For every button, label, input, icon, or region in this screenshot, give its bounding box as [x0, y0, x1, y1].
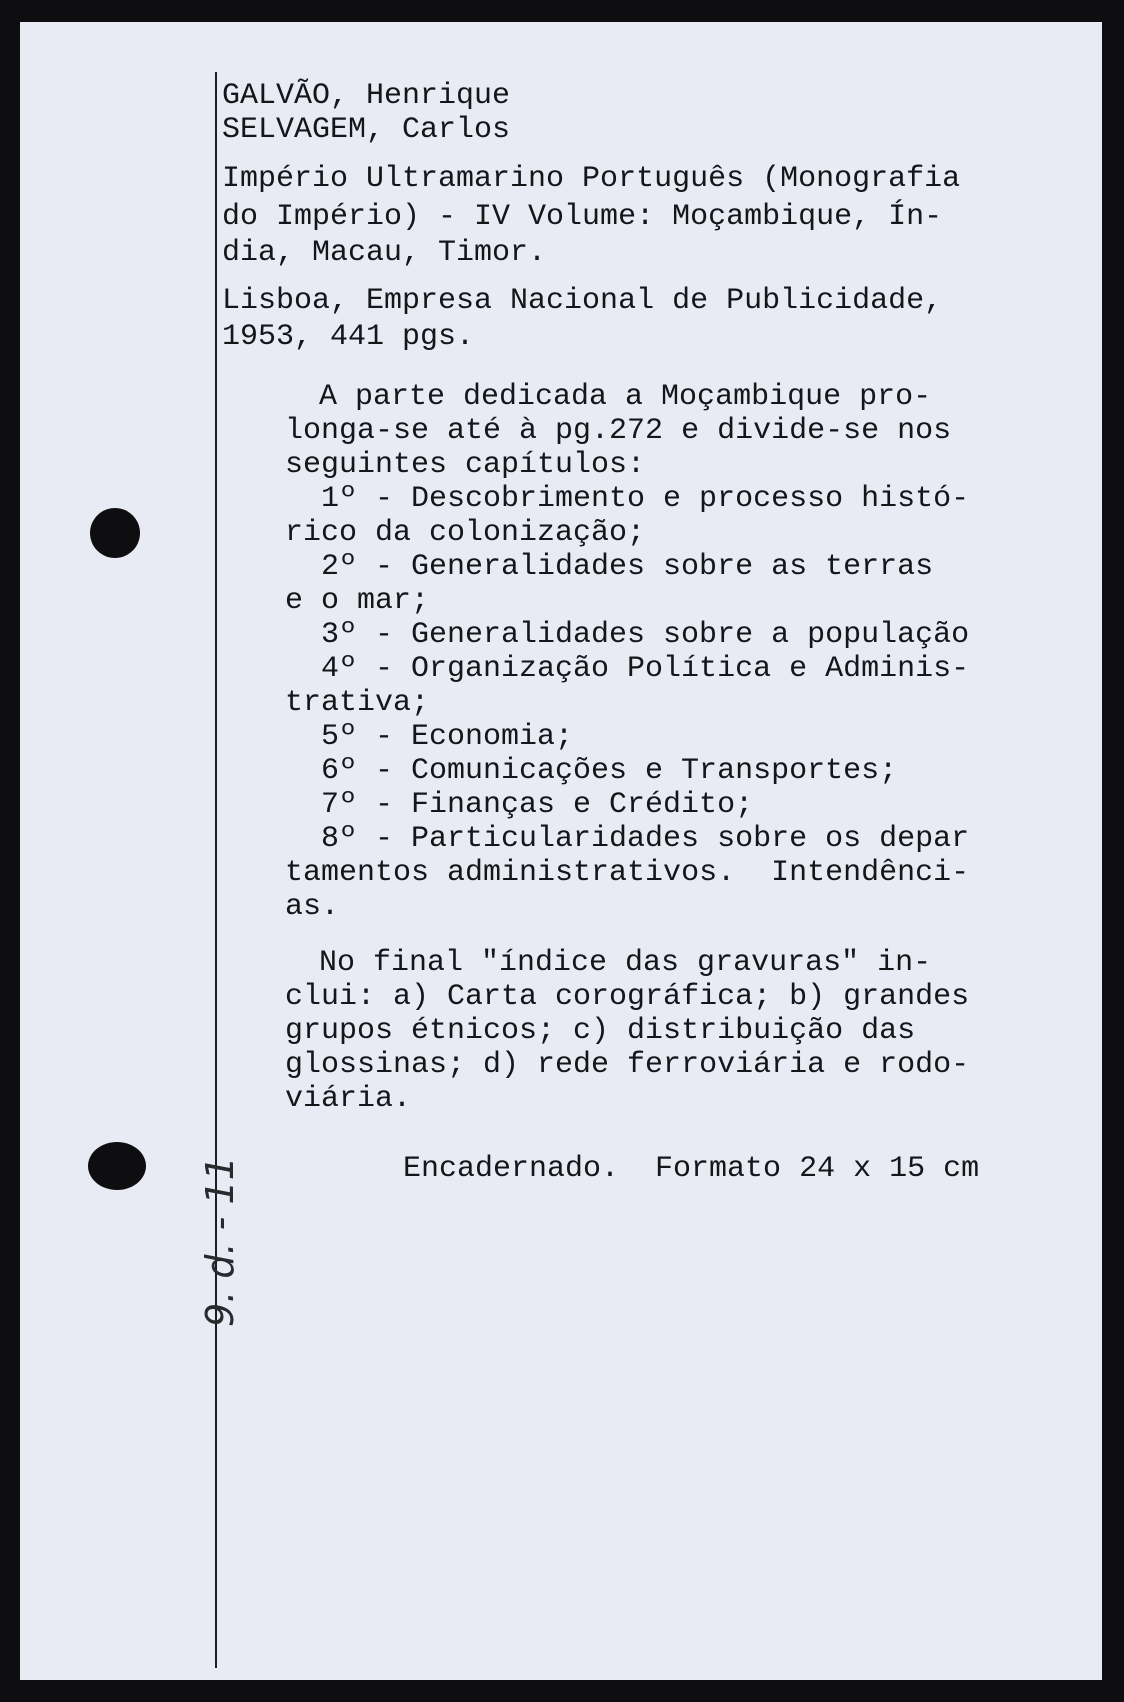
chapter-line: 8º - Particularidades sobre os depar — [321, 822, 970, 856]
format-line: Encadernado. Formato 24 x 15 cm — [403, 1152, 980, 1186]
chapter-line: rico da colonização; — [285, 516, 646, 550]
punch-hole-top — [90, 508, 140, 558]
chapter-line: 1º - Descobrimento e processo histó- — [321, 482, 970, 516]
index-line: clui: a) Carta corográfica; b) grandes — [285, 980, 970, 1014]
title-line: Império Ultramarino Português (Monografia — [222, 162, 961, 196]
margin-rule — [215, 72, 217, 1668]
chapter-line: 4º - Organização Política e Adminis- — [321, 652, 970, 686]
index-line: grupos étnicos; c) distribuição das — [285, 1014, 916, 1048]
title-line: dia, Macau, Timor. — [222, 236, 547, 270]
chapter-line: as. — [285, 890, 340, 924]
chapter-line: 7º - Finanças e Crédito; — [321, 788, 754, 822]
imprint-line: Lisboa, Empresa Nacional de Publicidade, — [222, 284, 943, 318]
chapter-line: 6º - Comunicações e Transportes; — [321, 754, 898, 788]
imprint-line: 1953, 441 pgs. — [222, 320, 475, 354]
title-line: do Império) - IV Volume: Moçambique, Ín- — [222, 200, 943, 234]
chapter-line: e o mar; — [285, 584, 430, 618]
index-line: glossinas; d) rede ferroviária e rodo- — [285, 1048, 970, 1082]
summary-line: A parte dedicada a Moçambique pro- — [319, 380, 932, 414]
index-line: viária. — [285, 1082, 412, 1116]
catalog-card — [20, 22, 1102, 1680]
chapter-line: trativa; — [285, 686, 430, 720]
summary-line: seguintes capítulos: — [285, 448, 646, 482]
chapter-line: 2º - Generalidades sobre as terras — [321, 550, 934, 584]
punch-hole-bottom — [88, 1142, 146, 1190]
summary-line: longa-se até à pg.272 e divide-se nos — [285, 414, 952, 448]
handwritten-shelf-mark: 9. d. - 11 — [198, 1156, 242, 1327]
chapter-line: tamentos administrativos. Intendênci- — [285, 856, 970, 890]
author-line: SELVAGEM, Carlos — [222, 113, 511, 147]
chapter-line: 5º - Economia; — [321, 720, 574, 754]
chapter-line: 3º - Generalidades sobre a população — [321, 618, 970, 652]
index-line: No final "índice das gravuras" in- — [319, 946, 932, 980]
author-line: GALVÃO, Henrique — [222, 79, 511, 113]
